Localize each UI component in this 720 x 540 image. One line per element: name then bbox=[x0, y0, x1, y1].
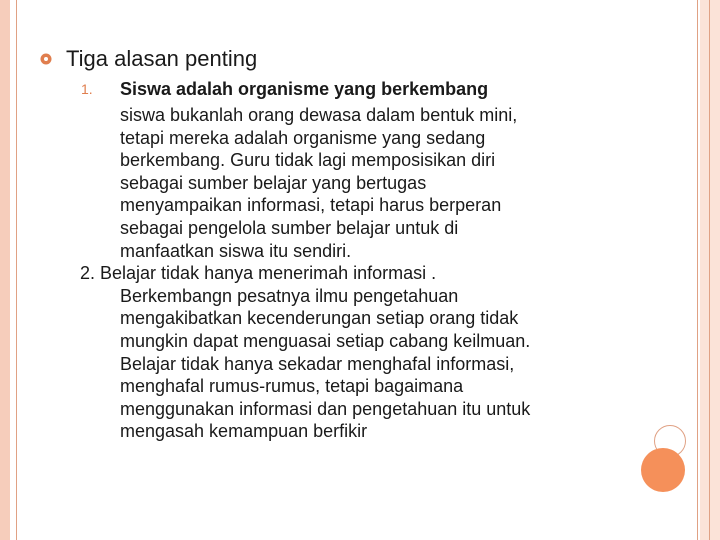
left-rule bbox=[16, 0, 17, 540]
item-1-body bbox=[120, 104, 640, 262]
text-line: menyampaikan informasi, tetapi harus berperan bbox=[120, 195, 502, 216]
gear-icon bbox=[40, 53, 52, 65]
text-line: mungkin dapat menguasai setiap cabang keilmuan. bbox=[120, 330, 531, 351]
right-rule bbox=[697, 0, 698, 540]
text-line: mengasah kemampuan berfikir bbox=[120, 421, 368, 442]
item-1-number: 1. bbox=[81, 81, 93, 97]
rail-line bbox=[709, 0, 710, 540]
main-bullet bbox=[40, 44, 640, 74]
item-2-body bbox=[120, 285, 640, 443]
item-2-heading: 2. Belajar tidak hanya menerimah informasi . bbox=[80, 263, 437, 284]
text-line: manfaatkan siswa itu sendiri. bbox=[120, 240, 352, 261]
text-line: sebagai sumber belajar yang bertugas bbox=[120, 172, 427, 193]
text-line: Belajar tidak hanya sekadar menghafal informasi, bbox=[120, 353, 515, 374]
text-line: siswa bukanlah orang dewasa dalam bentuk mini, bbox=[120, 105, 518, 125]
item-1-title: Siswa adalah organisme yang berkembang bbox=[120, 79, 489, 99]
text-line: Berkembangn pesatnya ilmu pengetahuan bbox=[120, 285, 459, 306]
text-line: menghafal rumus-rumus, tetapi bagaimana bbox=[120, 376, 464, 397]
decor-circle-filled bbox=[641, 448, 685, 492]
text-line: mengakibatkan kecenderungan setiap orang tidak bbox=[120, 308, 519, 329]
bullet-text: Tiga alasan penting bbox=[66, 46, 258, 71]
right-rail bbox=[700, 0, 720, 540]
slide-content bbox=[40, 44, 640, 443]
text-line: berkembang. Guru tidak lagi memposisikan diri bbox=[120, 150, 496, 171]
item-1-header bbox=[40, 76, 640, 104]
text-line: sebagai pengelola sumber belajar untuk di bbox=[120, 217, 459, 238]
text-line: tetapi mereka adalah organisme yang sedang bbox=[120, 127, 486, 148]
text-line: menggunakan informasi dan pengetahuan itu untuk bbox=[120, 398, 531, 419]
